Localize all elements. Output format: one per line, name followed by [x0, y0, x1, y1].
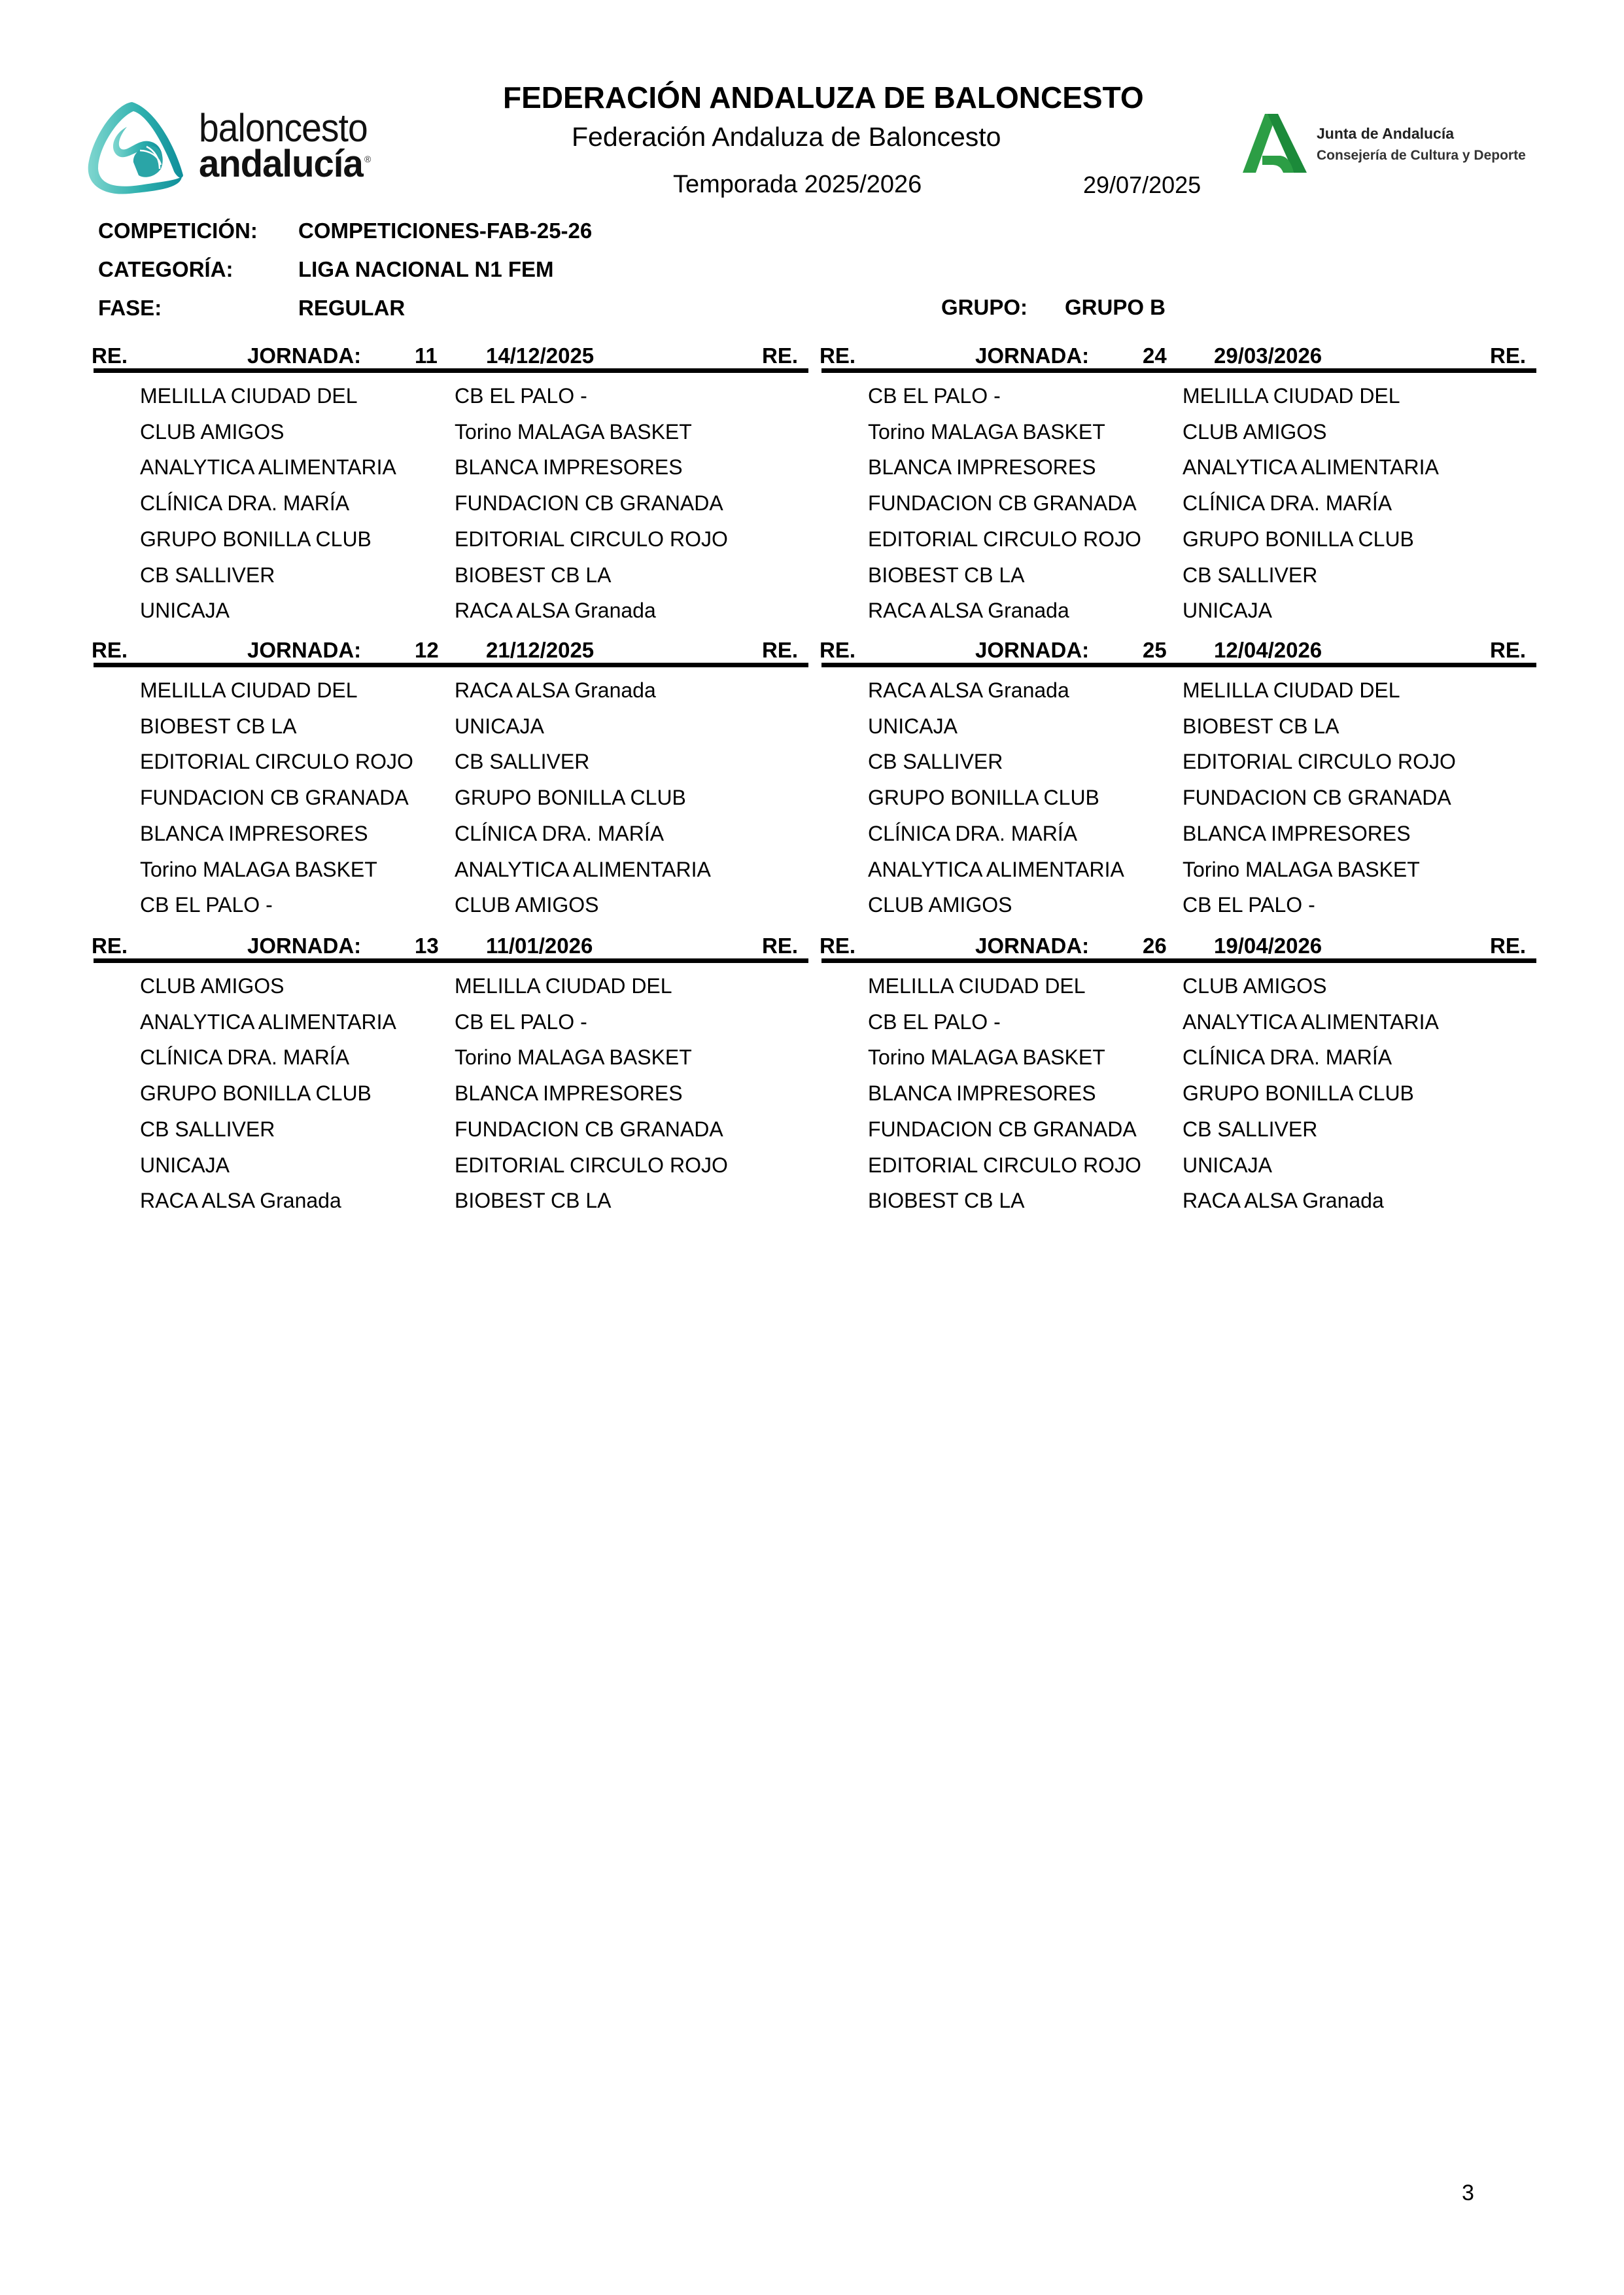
jornada-number: 12	[415, 638, 439, 662]
re-label-right: RE.	[1490, 343, 1527, 368]
jornada-date: 19/04/2026	[1214, 934, 1322, 958]
jornada-date: 21/12/2025	[486, 638, 595, 662]
away-team: CB EL PALO -	[1183, 893, 1315, 917]
away-team: EDITORIAL CIRCULO ROJO	[1183, 750, 1456, 774]
home-team: ANALYTICA ALIMENTARIA	[868, 857, 1124, 881]
away-team: CB SALLIVER	[455, 750, 590, 774]
header-divider	[821, 663, 1536, 667]
home-team: Torino MALAGA BASKET	[868, 1045, 1105, 1070]
fase-value: REGULAR	[298, 296, 406, 320]
jornada-label: JORNADA:	[975, 934, 1090, 958]
jornada-number: 11	[415, 343, 438, 368]
home-team: GRUPO BONILLA CLUB	[140, 527, 371, 551]
logo-text-baloncesto: baloncesto	[199, 106, 368, 150]
header-divider	[821, 958, 1536, 963]
grupo-label: GRUPO:	[941, 295, 1028, 319]
home-team: CB SALLIVER	[140, 563, 275, 587]
away-team: MELILLA CIUDAD DEL	[455, 974, 672, 998]
page-number: 3	[1462, 2181, 1474, 2205]
grupo-value: GRUPO B	[1065, 295, 1166, 319]
re-label-right: RE.	[762, 934, 799, 958]
competicion-value: COMPETICIONES-FAB-25-26	[298, 219, 593, 243]
home-team: CB EL PALO -	[140, 893, 273, 917]
away-team: CLUB AMIGOS	[1183, 974, 1327, 998]
away-team: CB EL PALO -	[455, 384, 587, 408]
home-team: MELILLA CIUDAD DEL	[140, 678, 358, 702]
home-team: UNICAJA	[140, 599, 230, 623]
away-team: RACA ALSA Granada	[1183, 1189, 1384, 1213]
home-team: CLÍNICA DRA. MARÍA	[140, 1045, 350, 1070]
away-team: Torino MALAGA BASKET	[455, 419, 692, 444]
home-team: FUNDACION CB GRANADA	[868, 491, 1137, 516]
home-team: EDITORIAL CIRCULO ROJO	[868, 527, 1141, 551]
home-team: CLÍNICA DRA. MARÍA	[140, 491, 350, 516]
home-team: CLUB AMIGOS	[140, 419, 285, 444]
away-team: GRUPO BONILLA CLUB	[1183, 527, 1414, 551]
logo-text-andalucia: andalucía	[199, 143, 363, 185]
header-divider	[821, 368, 1536, 373]
junta-text-line1: Junta de Andalucía	[1317, 125, 1455, 142]
season-label: Temporada 2025/2026	[673, 171, 922, 198]
away-team: FUNDACION CB GRANADA	[455, 1117, 723, 1141]
jornada-number: 26	[1143, 934, 1167, 958]
logo-registered-mark: ®	[364, 154, 371, 164]
home-team: FUNDACION CB GRANADA	[868, 1117, 1137, 1141]
away-team: RACA ALSA Granada	[455, 678, 656, 702]
header-divider	[94, 368, 808, 373]
re-label-left: RE.	[820, 343, 856, 368]
junta-a-icon	[1243, 113, 1308, 175]
away-team: CLUB AMIGOS	[455, 893, 599, 917]
home-team: UNICAJA	[868, 714, 958, 738]
away-team: BIOBEST CB LA	[1183, 714, 1339, 738]
jornada-date: 11/01/2026	[486, 934, 593, 958]
away-team: EDITORIAL CIRCULO ROJO	[455, 527, 728, 551]
home-team: BIOBEST CB LA	[868, 1189, 1025, 1213]
re-label-left: RE.	[820, 638, 856, 662]
away-team: ANALYTICA ALIMENTARIA	[1183, 1009, 1439, 1034]
re-label-right: RE.	[1490, 638, 1527, 662]
home-team: GRUPO BONILLA CLUB	[140, 1081, 371, 1106]
home-team: RACA ALSA Granada	[868, 678, 1069, 702]
away-team: FUNDACION CB GRANADA	[455, 491, 723, 516]
re-label-left: RE.	[92, 343, 128, 368]
categoria-label: CATEGORÍA:	[98, 257, 233, 281]
away-team: RACA ALSA Granada	[455, 599, 656, 623]
home-team: BLANCA IMPRESORES	[140, 821, 368, 845]
home-team: CLUB AMIGOS	[140, 974, 285, 998]
away-team: GRUPO BONILLA CLUB	[1183, 1081, 1414, 1106]
away-team: CLUB AMIGOS	[1183, 419, 1327, 444]
categoria-value: LIGA NACIONAL N1 FEM	[298, 257, 554, 281]
jornada-number: 13	[415, 934, 439, 958]
home-team: ANALYTICA ALIMENTARIA	[140, 455, 396, 480]
home-team: Torino MALAGA BASKET	[868, 419, 1105, 444]
header-divider	[94, 663, 808, 667]
home-team: CLÍNICA DRA. MARÍA	[868, 821, 1078, 845]
jornada-label: JORNADA:	[975, 343, 1090, 368]
jornada-date: 12/04/2026	[1214, 638, 1322, 662]
header-divider	[94, 958, 808, 963]
jornada-number: 24	[1143, 343, 1167, 368]
away-team: MELILLA CIUDAD DEL	[1183, 678, 1400, 702]
away-team: Torino MALAGA BASKET	[1183, 857, 1420, 881]
home-team: CB SALLIVER	[868, 750, 1003, 774]
home-team: GRUPO BONILLA CLUB	[868, 786, 1099, 810]
away-team: EDITORIAL CIRCULO ROJO	[455, 1153, 728, 1177]
away-team: CB EL PALO -	[455, 1009, 587, 1034]
home-team: CB EL PALO -	[868, 384, 1001, 408]
jornada-number: 25	[1143, 638, 1167, 662]
jornada-label: JORNADA:	[975, 638, 1090, 662]
re-label-left: RE.	[92, 934, 128, 958]
home-team: BIOBEST CB LA	[868, 563, 1025, 587]
page-title: FEDERACIÓN ANDALUZA DE BALONCESTO	[503, 80, 1144, 114]
home-team: CB EL PALO -	[868, 1009, 1001, 1034]
home-team: BIOBEST CB LA	[140, 714, 297, 738]
re-label-right: RE.	[762, 343, 799, 368]
away-team: UNICAJA	[1183, 1153, 1272, 1177]
away-team: BLANCA IMPRESORES	[455, 455, 683, 480]
re-label-right: RE.	[762, 638, 799, 662]
page-subtitle: Federación Andaluza de Baloncesto	[572, 122, 1001, 152]
jornada-label: JORNADA:	[247, 343, 362, 368]
home-team: RACA ALSA Granada	[140, 1189, 341, 1213]
home-team: CLUB AMIGOS	[868, 893, 1012, 917]
home-team: RACA ALSA Granada	[868, 599, 1069, 623]
away-team: FUNDACION CB GRANADA	[1183, 786, 1451, 810]
home-team: CB SALLIVER	[140, 1117, 275, 1141]
home-team: Torino MALAGA BASKET	[140, 857, 377, 881]
jornada-label: JORNADA:	[247, 934, 362, 958]
away-team: ANALYTICA ALIMENTARIA	[1183, 455, 1439, 480]
generated-date: 29/07/2025	[1083, 171, 1201, 198]
away-team: UNICAJA	[1183, 599, 1272, 623]
away-team: BLANCA IMPRESORES	[1183, 821, 1411, 845]
home-team: BLANCA IMPRESORES	[868, 1081, 1096, 1106]
away-team: BLANCA IMPRESORES	[455, 1081, 683, 1106]
away-team: GRUPO BONILLA CLUB	[455, 786, 686, 810]
home-team: UNICAJA	[140, 1153, 230, 1177]
home-team: MELILLA CIUDAD DEL	[140, 384, 358, 408]
away-team: CB SALLIVER	[1183, 1117, 1318, 1141]
re-label-right: RE.	[1490, 934, 1527, 958]
competicion-label: COMPETICIÓN:	[98, 219, 258, 243]
away-team: CLÍNICA DRA. MARÍA	[1183, 1045, 1392, 1070]
fase-label: FASE:	[98, 296, 162, 320]
home-team: BLANCA IMPRESORES	[868, 455, 1096, 480]
away-team: CLÍNICA DRA. MARÍA	[455, 821, 665, 845]
away-team: CB SALLIVER	[1183, 563, 1318, 587]
away-team: BIOBEST CB LA	[455, 1189, 612, 1213]
away-team: MELILLA CIUDAD DEL	[1183, 384, 1400, 408]
junta-text-line2: Consejería de Cultura y Deporte	[1317, 148, 1526, 163]
away-team: BIOBEST CB LA	[455, 563, 612, 587]
home-team: ANALYTICA ALIMENTARIA	[140, 1009, 396, 1034]
away-team: UNICAJA	[455, 714, 544, 738]
away-team: CLÍNICA DRA. MARÍA	[1183, 491, 1392, 516]
away-team: ANALYTICA ALIMENTARIA	[455, 857, 711, 881]
home-team: FUNDACION CB GRANADA	[140, 786, 409, 810]
away-team: Torino MALAGA BASKET	[455, 1045, 692, 1070]
re-label-left: RE.	[820, 934, 856, 958]
jornada-date: 29/03/2026	[1214, 343, 1322, 368]
home-team: MELILLA CIUDAD DEL	[868, 974, 1086, 998]
home-team: EDITORIAL CIRCULO ROJO	[868, 1153, 1141, 1177]
re-label-left: RE.	[92, 638, 128, 662]
home-team: EDITORIAL CIRCULO ROJO	[140, 750, 413, 774]
basketball-swirl-icon	[84, 98, 188, 200]
jornada-date: 14/12/2025	[486, 343, 595, 368]
jornada-label: JORNADA:	[247, 638, 362, 662]
